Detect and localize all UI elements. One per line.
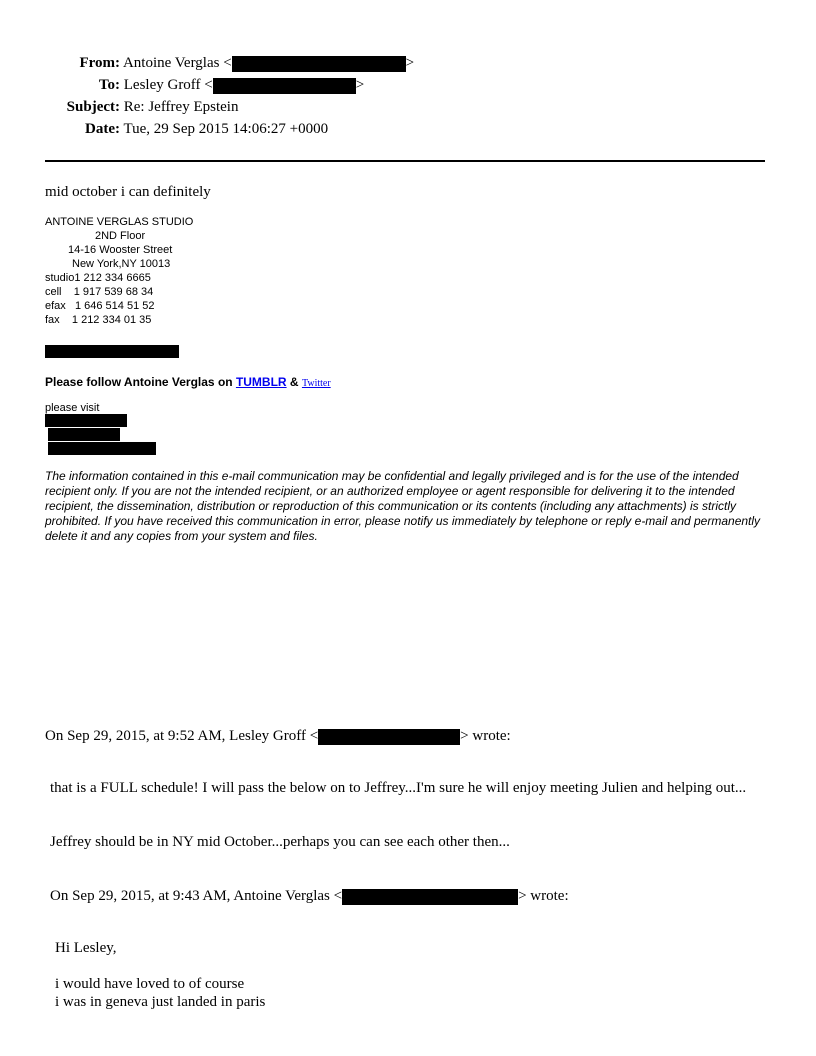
sig-fax: fax 1 212 334 01 35 xyxy=(45,314,152,326)
quote1-intro-start: On Sep 29, 2015, at 9:52 AM, Lesley Groff < xyxy=(45,728,319,744)
to-close: > xyxy=(355,77,365,93)
quote1-intro-end: > wrote: xyxy=(460,728,511,744)
tumblr-link[interactable]: TUMBLR xyxy=(235,375,287,389)
sig-please-visit: please visit xyxy=(45,402,100,414)
redacted-signature-block xyxy=(45,345,179,358)
subject-text: Re: Jeffrey Epstein xyxy=(123,99,239,115)
from-name: Antoine Verglas < xyxy=(122,55,232,71)
redacted-link-1 xyxy=(45,414,127,427)
from-close: > xyxy=(405,55,415,71)
redacted-link-2 xyxy=(48,428,120,441)
ampersand-text: & xyxy=(286,375,302,389)
header-divider xyxy=(45,160,765,162)
subject-label: Subject: xyxy=(66,99,120,115)
quote2-intro-end: > wrote: xyxy=(518,888,569,904)
date-label: Date: xyxy=(85,121,120,137)
from-label: From: xyxy=(79,55,120,71)
sig-efax: efax 1 646 514 51 52 xyxy=(45,300,155,312)
quote2-line2: i was in geneva just landed in paris xyxy=(55,994,266,1010)
confidentiality-disclaimer: The information contained in this e-mail communication may be confidential and legally privileged and is for the use of the intended recipient only. If you are not the intended recipient, or an authorized employee or agent responsible for delivering it to the intended recipient, the dissemination, distribution or reproduction of this communication or its contents (including any attachments) is strictly prohibited. If you have received this communication in error, please notify us immediately by telephone or reply e-mail and permanently delete it and any copies from your system and files. xyxy=(45,469,761,543)
sig-street: 14-16 Wooster Street xyxy=(68,244,173,256)
header-date-row xyxy=(0,120,328,138)
sig-cell-phone: cell 1 917 539 68 34 xyxy=(45,286,154,298)
message-body: mid october i can definitely xyxy=(45,184,211,200)
follow-text: Please follow Antoine Verglas on xyxy=(45,375,236,389)
quote2-intro xyxy=(50,887,569,905)
redacted-to-email xyxy=(213,78,356,94)
twitter-link[interactable]: Twitter xyxy=(301,378,331,389)
sig-studio-phone: studio1 212 334 6665 xyxy=(45,272,151,284)
quote1-para1: that is a FULL schedule! I will pass the below on to Jeffrey...I'm sure he will enjoy meeting Julien and helping out... xyxy=(50,780,747,796)
quote2-intro-start: On Sep 29, 2015, at 9:43 AM, Antoine Verglas < xyxy=(50,888,343,904)
to-label: To: xyxy=(98,77,120,93)
header-from-row xyxy=(0,54,414,72)
header-subject-row xyxy=(0,98,238,116)
sig-follow-line xyxy=(45,374,331,392)
quote2-greeting: Hi Lesley, xyxy=(55,940,117,956)
quote2-line1: i would have loved to of course xyxy=(55,976,245,992)
sig-city: New York,NY 10013 xyxy=(72,258,171,270)
sig-floor: 2ND Floor xyxy=(95,230,146,242)
quote1-intro xyxy=(45,727,511,745)
to-name: Lesley Groff < xyxy=(123,77,213,93)
redacted-link-3 xyxy=(48,442,156,455)
date-text: Tue, 29 Sep 2015 14:06:27 +0000 xyxy=(123,121,329,137)
redacted-quote2-email xyxy=(342,889,518,905)
sig-studio-name: ANTOINE VERGLAS STUDIO xyxy=(45,216,194,228)
header-to-row xyxy=(0,76,364,94)
redacted-from-email xyxy=(232,56,406,72)
redacted-quote1-email xyxy=(318,729,460,745)
quote1-para2: Jeffrey should be in NY mid October...perhaps you can see each other then... xyxy=(50,834,510,850)
